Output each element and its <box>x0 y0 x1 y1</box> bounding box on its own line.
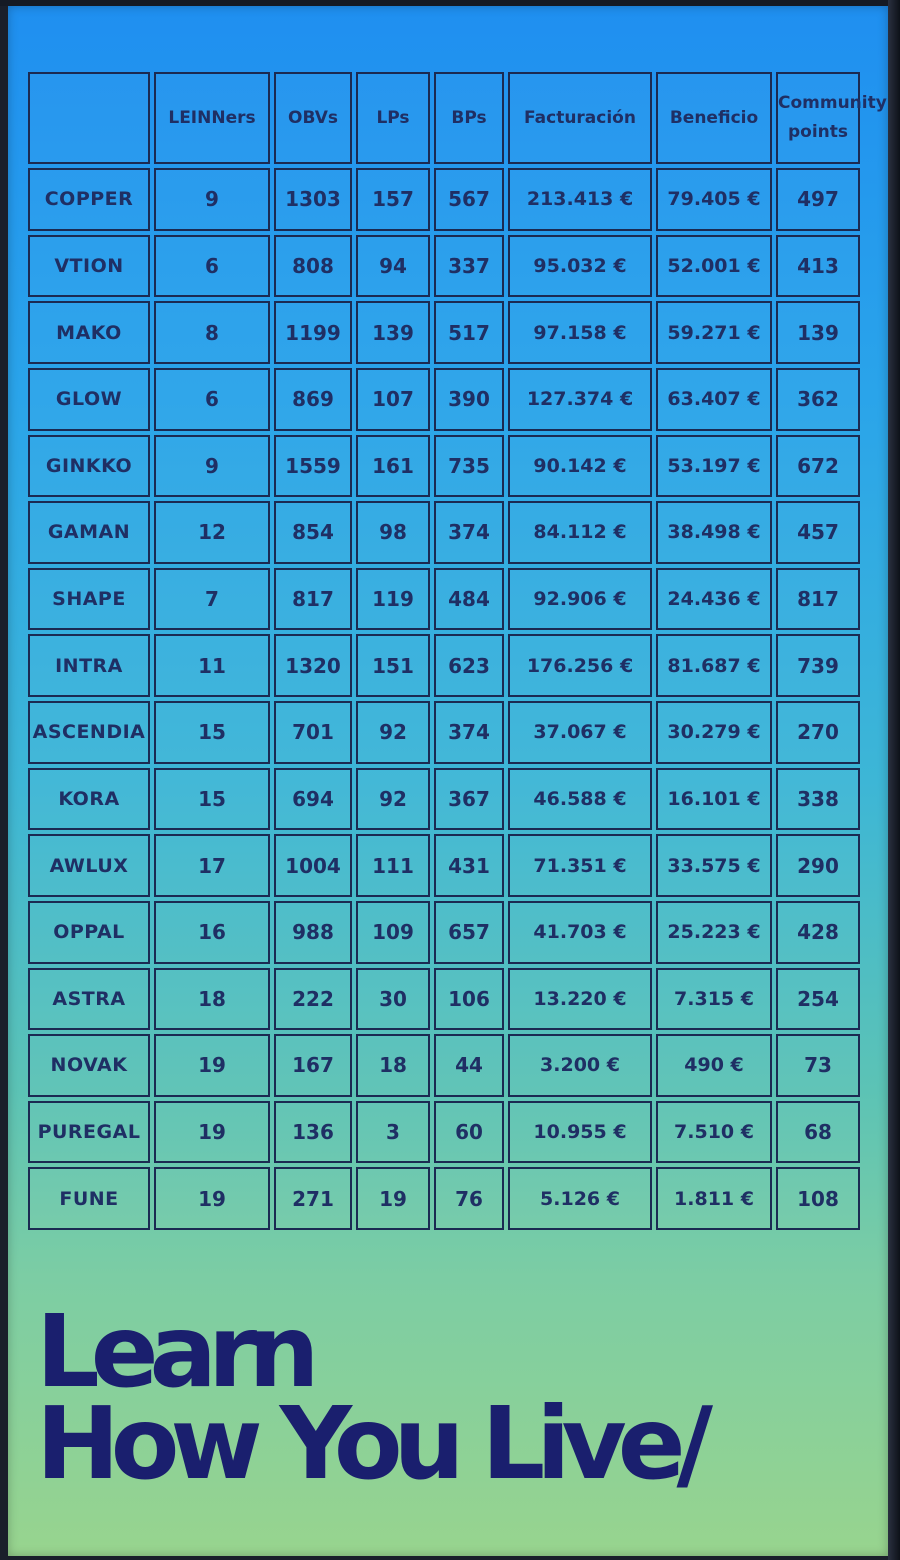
cell-beneficio: 1.811 € <box>656 1167 772 1230</box>
cell-team: OPPAL <box>28 901 150 964</box>
cell-bps: 517 <box>434 301 504 364</box>
cell-team: FUNE <box>28 1167 150 1230</box>
cell-lps: 98 <box>356 501 430 564</box>
cell-team: ASTRA <box>28 968 150 1031</box>
cell-leinners: 11 <box>154 634 270 697</box>
cell-bps: 657 <box>434 901 504 964</box>
table-row <box>28 1167 860 1230</box>
table-row <box>28 768 860 831</box>
cell-beneficio: 25.223 € <box>656 901 772 964</box>
cell-community-points: 413 <box>776 235 860 298</box>
cell-community-points: 672 <box>776 435 860 498</box>
cell-facturacion: 46.588 € <box>508 768 652 831</box>
cell-bps: 60 <box>434 1101 504 1164</box>
cell-community-points: 428 <box>776 901 860 964</box>
cell-team: GLOW <box>28 368 150 431</box>
slogan-line-2: How You Live/ <box>36 1385 705 1502</box>
cell-facturacion: 13.220 € <box>508 968 652 1031</box>
cell-leinners: 6 <box>154 235 270 298</box>
cell-community-points: 108 <box>776 1167 860 1230</box>
cell-community-points: 73 <box>776 1034 860 1097</box>
cell-facturacion: 97.158 € <box>508 301 652 364</box>
cell-bps: 735 <box>434 435 504 498</box>
header-obvs: OBVs <box>274 72 352 164</box>
table-row <box>28 301 860 364</box>
cell-leinners: 9 <box>154 435 270 498</box>
cell-leinners: 18 <box>154 968 270 1031</box>
cell-bps: 374 <box>434 501 504 564</box>
table-row <box>28 568 860 631</box>
cell-bps: 623 <box>434 634 504 697</box>
table-row <box>28 1101 860 1164</box>
cell-team: COPPER <box>28 168 150 231</box>
cell-obvs: 1559 <box>274 435 352 498</box>
cell-team: GINKKO <box>28 435 150 498</box>
cell-beneficio: 33.575 € <box>656 834 772 897</box>
table-row <box>28 901 860 964</box>
table-row <box>28 968 860 1031</box>
cell-obvs: 271 <box>274 1167 352 1230</box>
cell-lps: 161 <box>356 435 430 498</box>
cell-community-points: 254 <box>776 968 860 1031</box>
cell-community-points: 739 <box>776 634 860 697</box>
cell-bps: 76 <box>434 1167 504 1230</box>
cell-leinners: 6 <box>154 368 270 431</box>
cell-lps: 139 <box>356 301 430 364</box>
cell-team: SHAPE <box>28 568 150 631</box>
cell-leinners: 8 <box>154 301 270 364</box>
cell-team: NOVAK <box>28 1034 150 1097</box>
cell-bps: 567 <box>434 168 504 231</box>
cell-beneficio: 52.001 € <box>656 235 772 298</box>
cell-community-points: 139 <box>776 301 860 364</box>
cell-beneficio: 38.498 € <box>656 501 772 564</box>
cell-bps: 484 <box>434 568 504 631</box>
cell-obvs: 694 <box>274 768 352 831</box>
cell-community-points: 457 <box>776 501 860 564</box>
cell-facturacion: 213.413 € <box>508 168 652 231</box>
cell-lps: 30 <box>356 968 430 1031</box>
cell-lps: 94 <box>356 235 430 298</box>
cell-bps: 337 <box>434 235 504 298</box>
table-row <box>28 168 860 231</box>
cell-obvs: 988 <box>274 901 352 964</box>
cell-team: AWLUX <box>28 834 150 897</box>
cell-leinners: 12 <box>154 501 270 564</box>
slogan-line-1: Learn <box>36 1293 311 1410</box>
cell-facturacion: 92.906 € <box>508 568 652 631</box>
cell-team: PUREGAL <box>28 1101 150 1164</box>
cell-lps: 18 <box>356 1034 430 1097</box>
cell-facturacion: 3.200 € <box>508 1034 652 1097</box>
cell-beneficio: 63.407 € <box>656 368 772 431</box>
cell-facturacion: 5.126 € <box>508 1167 652 1230</box>
cell-bps: 390 <box>434 368 504 431</box>
cell-beneficio: 59.271 € <box>656 301 772 364</box>
table-row <box>28 701 860 764</box>
cell-community-points: 68 <box>776 1101 860 1164</box>
cell-community-points: 362 <box>776 368 860 431</box>
cell-facturacion: 71.351 € <box>508 834 652 897</box>
cell-leinners: 7 <box>154 568 270 631</box>
cell-obvs: 808 <box>274 235 352 298</box>
cell-team: MAKO <box>28 301 150 364</box>
cell-beneficio: 30.279 € <box>656 701 772 764</box>
cell-facturacion: 127.374 € <box>508 368 652 431</box>
cell-team: INTRA <box>28 634 150 697</box>
cell-beneficio: 16.101 € <box>656 768 772 831</box>
cell-obvs: 817 <box>274 568 352 631</box>
cell-obvs: 1199 <box>274 301 352 364</box>
cell-beneficio: 7.315 € <box>656 968 772 1031</box>
cell-bps: 367 <box>434 768 504 831</box>
cell-leinners: 17 <box>154 834 270 897</box>
cell-community-points: 817 <box>776 568 860 631</box>
header-team <box>28 72 150 164</box>
cell-obvs: 1303 <box>274 168 352 231</box>
cell-obvs: 869 <box>274 368 352 431</box>
cell-leinners: 15 <box>154 768 270 831</box>
cell-obvs: 1004 <box>274 834 352 897</box>
cell-obvs: 136 <box>274 1101 352 1164</box>
cell-facturacion: 95.032 € <box>508 235 652 298</box>
table-row <box>28 834 860 897</box>
header-lps: LPs <box>356 72 430 164</box>
cell-lps: 3 <box>356 1101 430 1164</box>
display-screen <box>8 6 888 1556</box>
cell-beneficio: 79.405 € <box>656 168 772 231</box>
cell-beneficio: 81.687 € <box>656 634 772 697</box>
table-row <box>28 368 860 431</box>
team-standings-table <box>24 68 887 1234</box>
cell-leinners: 15 <box>154 701 270 764</box>
table-row <box>28 1034 860 1097</box>
cell-community-points: 338 <box>776 768 860 831</box>
cell-lps: 109 <box>356 901 430 964</box>
cell-leinners: 19 <box>154 1034 270 1097</box>
cell-lps: 92 <box>356 701 430 764</box>
header-leinners: LEINNers <box>154 72 270 164</box>
cell-community-points: 290 <box>776 834 860 897</box>
table-row <box>28 435 860 498</box>
cell-obvs: 167 <box>274 1034 352 1097</box>
header-bps: BPs <box>434 72 504 164</box>
cell-lps: 111 <box>356 834 430 897</box>
cell-bps: 44 <box>434 1034 504 1097</box>
header-facturacion: Facturación <box>508 72 652 164</box>
cell-facturacion: 41.703 € <box>508 901 652 964</box>
cell-bps: 431 <box>434 834 504 897</box>
table-header-row <box>28 72 860 164</box>
header-community-points: Community points <box>776 72 860 164</box>
cell-community-points: 497 <box>776 168 860 231</box>
cell-obvs: 1320 <box>274 634 352 697</box>
cell-team: ASCENDIA <box>28 701 150 764</box>
cell-lps: 151 <box>356 634 430 697</box>
cell-facturacion: 90.142 € <box>508 435 652 498</box>
cell-lps: 119 <box>356 568 430 631</box>
cell-leinners: 19 <box>154 1167 270 1230</box>
cell-bps: 106 <box>434 968 504 1031</box>
cell-facturacion: 84.112 € <box>508 501 652 564</box>
cell-leinners: 19 <box>154 1101 270 1164</box>
cell-obvs: 701 <box>274 701 352 764</box>
table-row <box>28 634 860 697</box>
cell-leinners: 16 <box>154 901 270 964</box>
cell-obvs: 222 <box>274 968 352 1031</box>
cell-lps: 19 <box>356 1167 430 1230</box>
cell-facturacion: 37.067 € <box>508 701 652 764</box>
monitor-right-bezel <box>888 0 900 1560</box>
cell-beneficio: 53.197 € <box>656 435 772 498</box>
cell-lps: 107 <box>356 368 430 431</box>
cell-lps: 157 <box>356 168 430 231</box>
table-row <box>28 235 860 298</box>
cell-team: VTION <box>28 235 150 298</box>
table-row <box>28 501 860 564</box>
cell-bps: 374 <box>434 701 504 764</box>
cell-beneficio: 490 € <box>656 1034 772 1097</box>
slogan <box>36 1293 705 1502</box>
header-beneficio: Beneficio <box>656 72 772 164</box>
cell-facturacion: 176.256 € <box>508 634 652 697</box>
cell-beneficio: 7.510 € <box>656 1101 772 1164</box>
cell-obvs: 854 <box>274 501 352 564</box>
cell-team: GAMAN <box>28 501 150 564</box>
cell-lps: 92 <box>356 768 430 831</box>
cell-beneficio: 24.436 € <box>656 568 772 631</box>
cell-facturacion: 10.955 € <box>508 1101 652 1164</box>
cell-leinners: 9 <box>154 168 270 231</box>
cell-team: KORA <box>28 768 150 831</box>
cell-community-points: 270 <box>776 701 860 764</box>
